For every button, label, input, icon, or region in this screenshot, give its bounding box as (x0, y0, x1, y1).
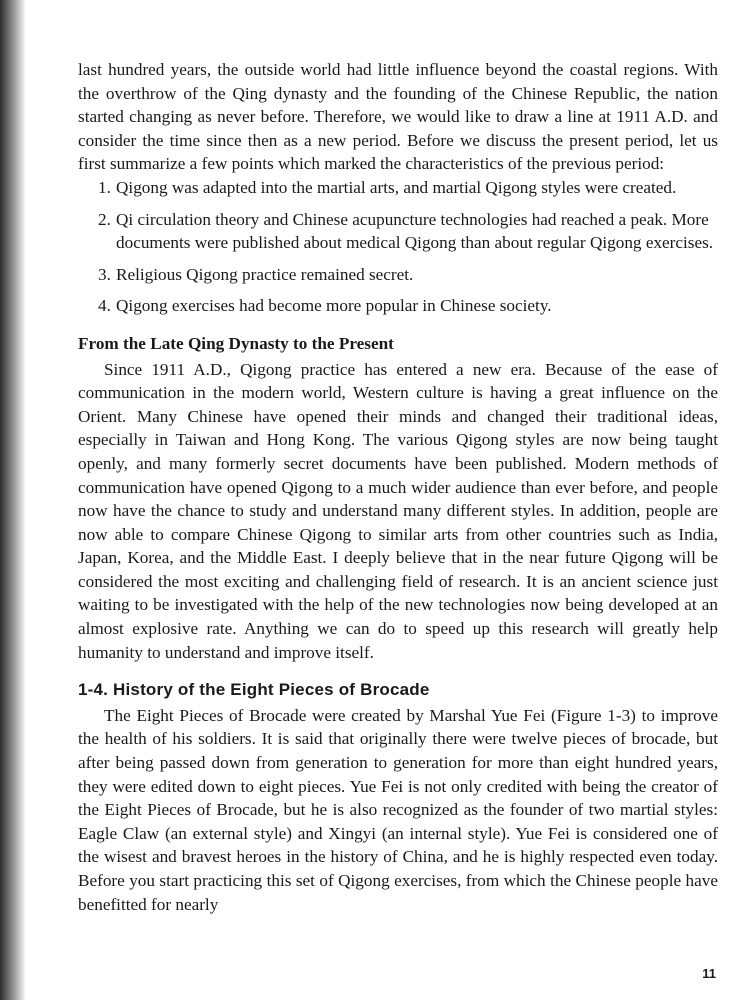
list-item (78, 263, 718, 287)
list-item-number: 4. (98, 296, 111, 316)
list-item-text: Qigong was adapted into the martial arts, and martial Qigong styles were created. (116, 177, 677, 197)
list-item (78, 176, 718, 200)
list-item (78, 294, 718, 318)
list-item-text: Religious Qigong practice remained secret. (116, 264, 414, 284)
list-item-text: Qigong exercises had become more popular in Chinese society. (116, 296, 552, 316)
list-item-number: 3. (98, 264, 111, 284)
opening-paragraph: last hundred years, the outside world had little influence beyond the coastal regions. With the overthrow of the Qing dynasty and the founding of the Chinese Republic, the nation started changing as never before. Therefore, we would like to draw a line at 1911 A.D. and consider the time since then as a new period. Before we discuss the present period, let us first summarize a few points which marked the characteristics of the previous period: (78, 60, 718, 174)
list-item (78, 208, 718, 255)
subheading: From the Late Qing Dynasty to the Present (78, 333, 394, 353)
page-body (78, 58, 718, 916)
book-binding-shadow (0, 0, 26, 1000)
brocade-history-paragraph: The Eight Pieces of Brocade were created by Marshal Yue Fei (Figure 1-3) to improve the health of his soldiers. It is said that originally there were twelve pieces of brocade, but after being passed down from generation to generation for more than eight hundred years, they were edited down to eight pieces. Yue Fei is not only credited with being the creator of the Eight Pieces of Brocade, but he is also recognized as the founder of two martial styles: Eagle Claw (an external style) and Xingyi (an internal style). Yue Fei is considered one of the wisest and bravest heroes in the history of China, and he is highly respected even today. Before you start practicing this set of Qigong exercises, from which the Chinese people have benefitted for nearly (78, 705, 718, 914)
modern-era-paragraph: Since 1911 A.D., Qigong practice has entered a new era. Because of the ease of communication in the modern world, Western culture is having a great influence on the Orient. Many Chinese have opened their minds and changed their traditional ideas, especially in Taiwan and Hong Kong. The various Qigong styles are now being taught openly, and many formerly secret documents have been published. Modern methods of communication have opened Qigong to a much wider audience than ever before, and people now have the chance to study and understand many different styles. In addition, people are now able to compare Chinese Qigong to similar arts from other countries such as India, Japan, Korea, and the Middle East. I deeply believe that in the near future Qigong will be considered the most exciting and challenging field of research. It is an ancient science just waiting to be investigated with the help of the new technologies now being developed at an almost explosive rate. Anything we can do to speed up this research will greatly help humanity to understand and improve itself. (78, 359, 718, 662)
page-number: 11 (702, 966, 716, 981)
list-item-text: Qi circulation theory and Chinese acupuncture technologies had reached a peak. More documents were published about medical Qigong than about regular Qigong exercises. (116, 209, 714, 253)
list-item-number: 2. (98, 209, 111, 229)
section-heading: 1-4. History of the Eight Pieces of Brocade (78, 680, 430, 700)
list-item-number: 1. (98, 177, 111, 197)
characteristics-list (78, 176, 718, 318)
